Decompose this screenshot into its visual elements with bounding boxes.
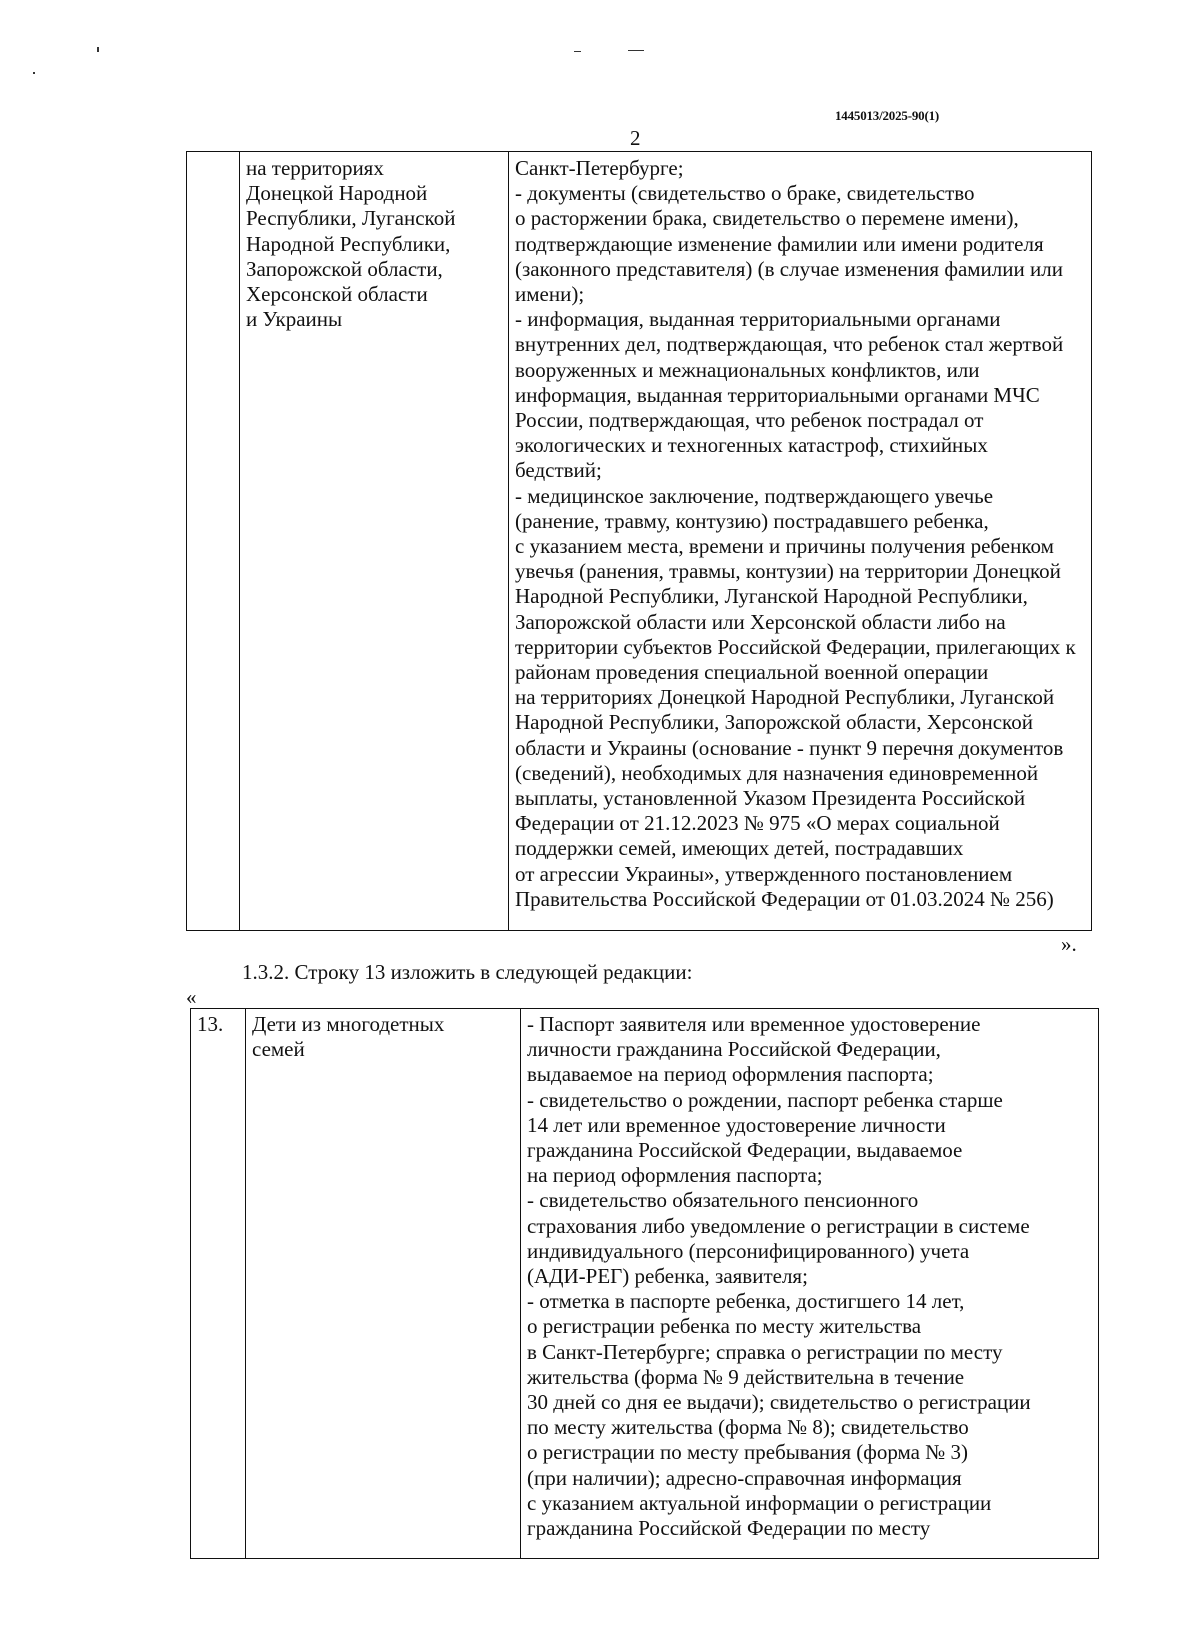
documents-line: гражданина Российской Федерации, выдаваемое (527, 1138, 963, 1163)
category-line: Запорожской области, (246, 256, 443, 281)
documents-line: - документы (свидетельство о браке, свидетельство (515, 181, 975, 206)
documents-line: информация, выданная территориальными органами МЧС (515, 382, 1040, 407)
documents-line: поддержки семей, имеющих детей, пострадавших (515, 836, 964, 861)
documents-line: внутренних дел, подтверждающая, что ребенок стал жертвой (515, 332, 1064, 357)
documents-line: (ранение, травму, контузию) пострадавшего ребенка, (515, 508, 989, 533)
documents-line: Федерации от 21.12.2023 № 975 «О мерах социальной (515, 811, 1000, 836)
scan-speck (574, 51, 581, 52)
documents-line: (АДИ-РЕГ) ребенка, заявителя; (527, 1264, 808, 1289)
documents-line: в Санкт-Петербурге; справка о регистрации по месту (527, 1339, 1003, 1364)
documents-line: о расторжении брака, свидетельство о перемене имени), (515, 206, 1019, 231)
category-line: Херсонской области (246, 282, 428, 307)
documents-line: Запорожской области или Херсонской области либо на (515, 609, 1006, 634)
documents-cell (521, 1009, 1099, 1559)
documents-line: Народной Республики, Луганской Народной Республики, (515, 584, 1028, 609)
documents-line: Санкт-Петербурге; (515, 156, 684, 180)
documents-line: территории субъектов Российской Федерации, прилегающих к (515, 634, 1076, 659)
documents-line: экологических и техногенных катастроф, стихийных (515, 433, 988, 458)
category-line: семей (252, 1037, 305, 1062)
documents-line: области и Украины (основание - пункт 9 перечня документов (515, 735, 1064, 760)
category-cell (240, 152, 509, 931)
row-number-cell (187, 152, 240, 931)
documents-line: выплаты, установленной Указом Президента Российской (515, 786, 1026, 811)
category-cell (246, 1009, 521, 1559)
documents-line: - информация, выданная территориальными органами (515, 307, 1001, 332)
documents-line: (сведений), необходимых для назначения единовременной (515, 760, 1039, 785)
documents-line: - свидетельство обязательного пенсионного (527, 1188, 919, 1213)
documents-line: вооруженных и межнациональных конфликтов, или (515, 357, 980, 382)
documents-line: - отметка в паспорте ребенка, достигшего 14 лет, (527, 1289, 965, 1314)
documents-line: подтверждающие изменение фамилии или имени родителя (515, 231, 1044, 256)
documents-line: 14 лет или временное удостоверение личности (527, 1112, 946, 1137)
documents-line: увечья (ранения, травмы, контузии) на территории Донецкой (515, 559, 1061, 584)
category-line: Народной Республики, (246, 231, 451, 256)
documents-line: Правительства Российской Федерации от 01.03.2024 № 256) (515, 886, 1054, 911)
documents-line: о регистрации по месту пребывания (форма № 3) (527, 1440, 969, 1465)
row-number-cell: 13. (191, 1009, 246, 1559)
documents-line: - свидетельство о рождении, паспорт ребенка старше (527, 1087, 1003, 1112)
scan-speck (33, 72, 35, 74)
documents-line: выдаваемое на период оформления паспорта; (527, 1062, 934, 1087)
documents-line: жительства (форма № 9 действительна в течение (527, 1364, 965, 1389)
documents-line: имени); (515, 282, 585, 307)
scan-speck (97, 47, 99, 52)
documents-line: на территориях Донецкой Народной Республики, Луганской (515, 685, 1055, 710)
documents-line: бедствий; (515, 458, 602, 483)
documents-line: от агрессии Украины», утвержденного постановлением (515, 861, 1013, 886)
documents-line: по месту жительства (форма № 8); свидетельство (527, 1415, 969, 1440)
documents-line: с указанием места, времени и причины получения ребенком (515, 534, 1054, 559)
documents-line: (при наличии); адресно-справочная информация (527, 1465, 962, 1490)
documents-cell (509, 152, 1092, 931)
category-line: на территориях (246, 156, 384, 180)
closing-quote: ». (1061, 932, 1077, 956)
opening-quote: « (186, 985, 197, 1009)
amendment-instruction: 1.3.2. Строку 13 изложить в следующей редакции: (242, 960, 693, 984)
documents-table-row-13 (190, 1008, 1099, 1559)
documents-line: гражданина Российской Федерации по месту (527, 1516, 931, 1541)
documents-line: Народной Республики, Запорожской области, Херсонской (515, 710, 1033, 735)
documents-line: о регистрации ребенка по месту жительства (527, 1314, 922, 1339)
documents-line: личности гражданина Российской Федерации, (527, 1037, 941, 1062)
documents-line: (законного представителя) (в случае изменения фамилии или (515, 256, 1063, 281)
documents-line: индивидуального (персонифицированного) учета (527, 1238, 970, 1263)
category-line: и Украины (246, 307, 343, 332)
documents-line: районам проведения специальной военной операции (515, 660, 989, 685)
documents-line: - Паспорт заявителя или временное удостоверение (527, 1012, 981, 1036)
documents-line: страхования либо уведомление о регистрации в системе (527, 1213, 1030, 1238)
documents-line: России, подтверждающая, что ребенок пострадал от (515, 408, 984, 433)
category-line: Дети из многодетных (252, 1012, 445, 1036)
documents-line: на период оформления паспорта; (527, 1163, 823, 1188)
category-line: Донецкой Народной (246, 181, 428, 206)
scan-speck (628, 50, 644, 51)
documents-line: 30 дней со дня ее выдачи); свидетельство о регистрации (527, 1390, 1031, 1415)
document-number: 1445013/2025-90(1) (835, 108, 939, 123)
category-line: Республики, Луганской (246, 206, 456, 231)
documents-line: с указанием актуальной информации о регистрации (527, 1490, 992, 1515)
documents-table-continued (186, 151, 1092, 931)
page-number: 2 (630, 126, 641, 150)
table-row (191, 1009, 1099, 1559)
table-row (187, 152, 1092, 931)
documents-line: - медицинское заключение, подтверждающего увечье (515, 483, 994, 508)
